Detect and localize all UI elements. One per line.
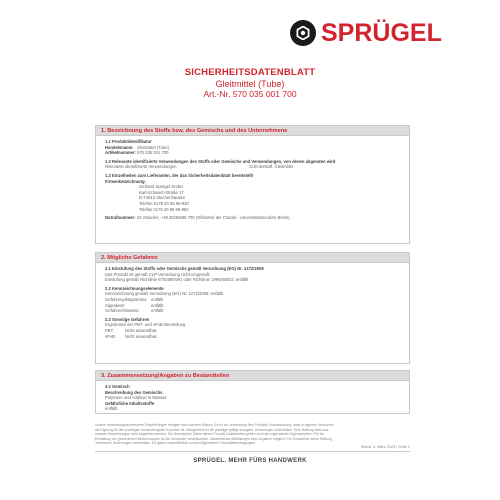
hazardous-ingredients-value: entfällt [105,406,118,412]
subsection-3-2: 3.2 Gemisch [105,384,130,389]
hex-nut-icon [290,20,316,46]
logo-wordmark: SPRÜGEL [321,19,442,47]
pbt-label: PBT: [105,327,114,333]
subsection-2-1: 2.1 Einstufung des Stoffs oder Gemischs gemäß Verordnung (EG) Nr. 1272/2008 [105,266,264,271]
revision-date: Stand: 8. März 2023 | Seite 1 [360,445,410,449]
section-3-heading: 3. Zusammensetzung/Angaben zu Bestandteilen [96,371,409,381]
phone-line: Telefon 0179 40 95 98-930 [139,200,189,206]
article-number-value: 570 035 001 700 [137,150,169,156]
subsection-2-3: 2.3 Sonstige Gefahren [105,316,150,322]
trade-name-value: Gleitmittel (Tube) [137,144,169,150]
address-line: Karl-Schwarz-Straße 17 [139,189,184,195]
disclaimer: Unsere anwendungstechnischen Empfehlungen erfolgen nach bestem Wissen. Es ist zur Anwendung des Produkts Voraussetzung, dass in eigenen Versuchen die Eignung für den jeweiligen Anwendungsfall zu prüfen ist. Maßgebend ist die jeweilige gültige Ausgabe. Änderungen vorbehalten. Eine Haftung kann aus unseren Empfehlungen nicht abgeleitet werden. Die technischen Daten dieses Produkt-Datenblattes gelten nicht als zugesicherte Eigenschaften. Für die Einhaltung der gesetzlichen Bestimmungen ist der Anwender verantwortlich. Abweichende Abbildungen bzw. Angaben möglich. Für Druckfehler keine Haftung. Technische Änderungen vorbehalten. Es gelten ausschließlich unsere Allgemeinen Geschäftsbedingungen. [95,423,334,446]
emergency-label: Notrufnummer: [105,215,136,221]
hazard-statements-value: entfällt [151,308,164,314]
address-line: D-74613 Stachenhausen [139,195,186,201]
subsection-1-2: 1.2 Relevante identifizierte Verwendungen des Stoffs oder Gemischs und Verwendungen, von denen abgeraten wird [105,158,336,164]
signal-word-label: Signalwort [105,302,125,308]
document-title: SICHERHEITSDATENBLATT [184,67,316,78]
classification-text: Einstufung gemäß Richtlinie 67/548/EWG oder Richtlinie 1999/45/EG: entfällt [105,277,249,283]
fax-line: Telefax 0179 40 95 98-950 [139,206,189,212]
article-number-label: Artikelnummer: [105,150,136,156]
pictograms-value: entfällt [151,296,164,302]
company-label: Firmenbezeichnung: [105,178,146,184]
signal-word-value: entfällt [151,302,164,308]
subsection-1-1: 1.1 Produktidentifikator [105,139,152,144]
vpvb-value: Nicht anwendbar. [125,333,158,339]
subsection-2-2: 2.2 Kennzeichnungselemente [105,285,164,291]
pbt-assessment-text: Ergebnisse der PBT- und vPvB-Beurteilung [105,322,186,328]
relevant-uses-label: Relevante identifizierte Verwendungen [105,164,177,170]
labelling-text: Kennzeichnung gemäß Verordnung (EG) Nr. 1272/2008: entfällt [105,291,224,297]
pictograms-label: Gefahrenpiktogramme [105,296,147,302]
document-header [0,67,500,99]
relevant-uses-value: Schmierstoff, Gleitmittel [249,164,294,170]
hazardous-ingredients-label: Gefährliche Inhaltsstoffe [105,400,155,406]
hazard-statements-label: Gefahrenhinweise [105,308,139,314]
article-number: Art.-Nr. 570 035 001 700 [203,89,297,99]
mixture-description-value: Polymere und Additive in Wasser. [105,395,168,401]
section-2-heading: 2. Mögliche Gefahren [96,253,409,263]
footer-tagline: SPRÜGEL. MEHR FÜRS HANDWERK [193,458,307,464]
section-1 [95,125,410,244]
product-name: Gleitmittel (Tube) [215,79,285,89]
section-3 [95,370,410,414]
trade-name-label: Handelsname: [105,144,134,150]
section-2 [95,252,410,364]
mixture-description-label: Beschreibung des Gemischs [105,389,163,395]
address-line: Gerhard Sprügel GmbH [139,184,184,190]
footer-divider [95,451,410,452]
subsection-1-3: 1.3 Einzelheiten zum Lieferanten, der das Sicherheitsdatenblatt bereitstellt [105,172,253,178]
classification-text: Das Produkt ist gemäß CLP-Verordnung nicht eingestuft. [105,271,211,277]
pbt-value: Nicht anwendbar. [125,327,158,333]
section-1-heading: 1. Bezeichnung des Stoffs bzw. des Gemischs und des Unternehmens [96,126,409,136]
vpvb-label: vPvB: [105,333,116,339]
company-logo [290,19,490,47]
emergency-value: 24 Stunden: +49 30/30686 700 (Giftnotruf der Charité - Universitätsmedizin Berlin) [137,215,290,221]
